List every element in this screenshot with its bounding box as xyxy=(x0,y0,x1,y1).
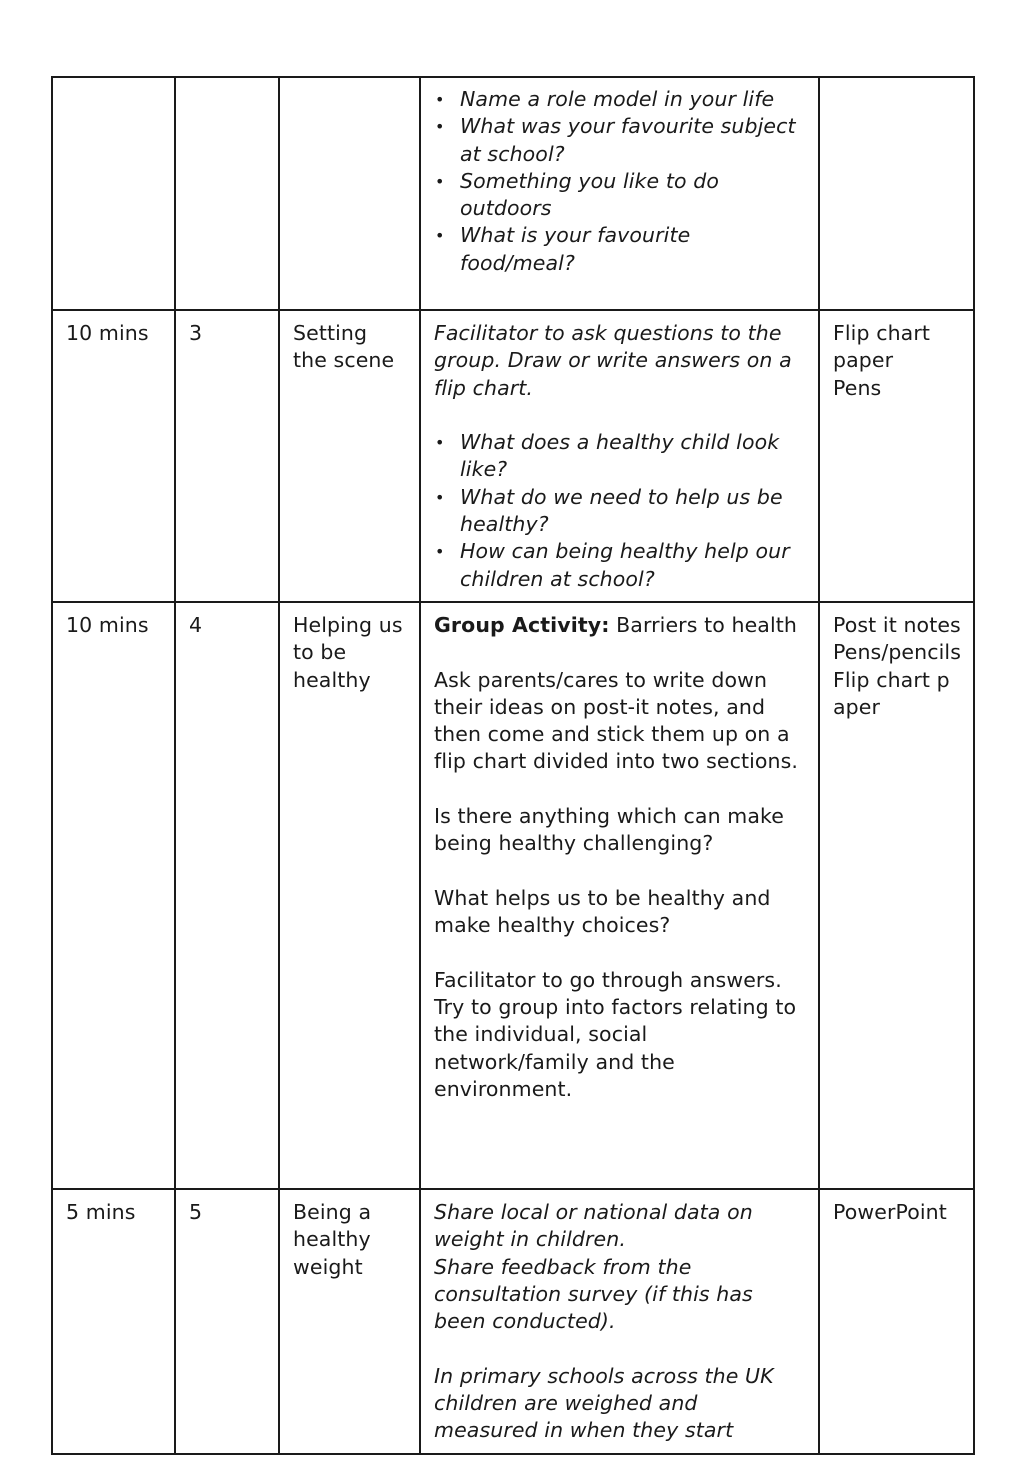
activity-paragraph: What helps us to be healthy and make healthy choices? xyxy=(434,885,771,938)
facilitator-note: In primary schools across the UK children are weighed and measured in when they start xyxy=(434,1363,774,1443)
activity-paragraph: Is there anything which can make being healthy challenging? xyxy=(434,804,784,856)
topic-cell xyxy=(279,77,420,310)
resources-cell xyxy=(819,77,974,310)
number-cell xyxy=(175,77,279,310)
description-cell xyxy=(420,1189,819,1454)
table-row xyxy=(52,602,974,1189)
list-item: • What was your favourite subject at school? xyxy=(434,113,806,168)
facilitator-instruction: Share local or national data on weight in children. xyxy=(434,1199,753,1252)
resource-item: Flip chart paper xyxy=(833,667,950,719)
resource-item: Flip chart paper xyxy=(833,321,931,373)
activity-paragraph: Ask parents/cares to write down their ideas on post-it notes, and then come and stick them up on a flip chart divided into two sections. xyxy=(434,667,799,774)
time-cell: 10 mins xyxy=(52,602,175,1189)
resource-item: PowerPoint xyxy=(833,1199,947,1224)
table-row xyxy=(52,77,974,310)
number-cell: 3 xyxy=(175,310,279,602)
resources-cell xyxy=(819,310,974,602)
resources-cell xyxy=(819,1189,974,1454)
activity-heading xyxy=(434,612,806,639)
activity-paragraph: Facilitator to go through answers. Try to group into factors relating to the individual, social network/family and the environment. xyxy=(434,967,797,1102)
number-cell: 5 xyxy=(175,1189,279,1454)
document-page xyxy=(51,76,973,1455)
topic-cell: Being a healthy weight xyxy=(279,1189,420,1454)
list-item: • Name a role model in your life xyxy=(434,86,806,113)
time-cell xyxy=(52,77,175,310)
description-cell xyxy=(420,310,819,602)
list-item: • What do we need to help us be healthy? xyxy=(434,484,806,539)
list-item: • How can being healthy help our children at school? xyxy=(434,538,806,593)
time-cell: 10 mins xyxy=(52,310,175,602)
time-cell: 5 mins xyxy=(52,1189,175,1454)
session-plan-table xyxy=(51,76,975,1455)
description-cell xyxy=(420,602,819,1189)
resource-item: Pens xyxy=(833,375,882,400)
question-list xyxy=(434,429,806,593)
table-row xyxy=(52,1189,974,1454)
resources-cell xyxy=(819,602,974,1189)
topic-cell: Setting the scene xyxy=(279,310,420,602)
activity-title: Barriers to health xyxy=(609,612,797,637)
facilitator-instruction: Facilitator to ask questions to the group. Draw or write answers on a flip chart. xyxy=(434,321,792,400)
resource-item: Post it notes xyxy=(833,612,961,637)
list-item: • What does a healthy child look like? xyxy=(434,429,806,484)
question-list xyxy=(434,86,806,277)
list-item: • Something you like to do outdoors xyxy=(434,168,806,223)
activity-label: Group Activity: xyxy=(434,612,610,637)
facilitator-instruction: Share feedback from the consultation survey (if this has been conducted). xyxy=(434,1254,753,1334)
description-cell xyxy=(420,77,819,310)
number-cell: 4 xyxy=(175,602,279,1189)
resource-item: Pens/pencils xyxy=(833,640,961,665)
list-item: • What is your favourite food/meal? xyxy=(434,222,806,277)
table-row xyxy=(52,310,974,602)
topic-cell: Helping us to be healthy xyxy=(279,602,420,1189)
